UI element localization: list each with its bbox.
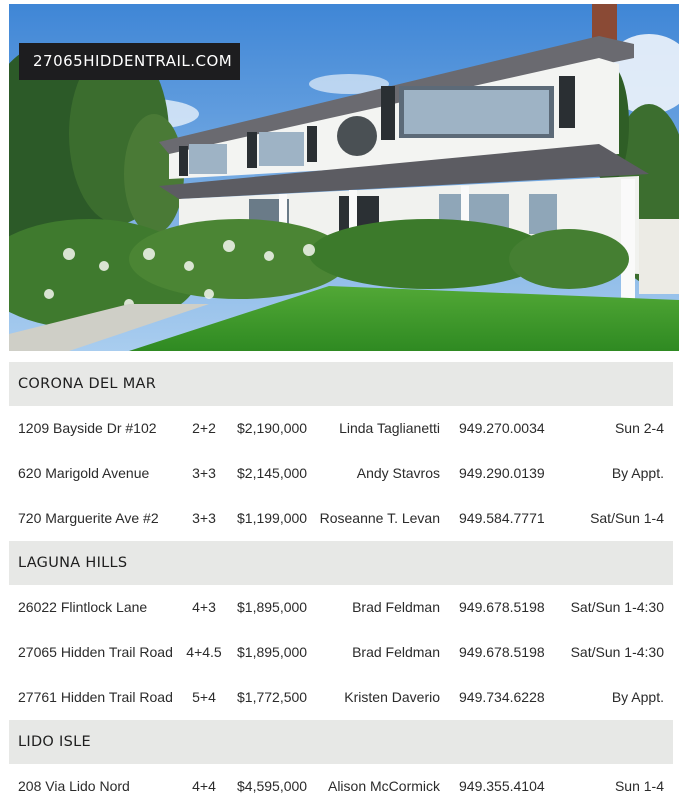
listing-phone: 949.270.0034: [459, 420, 545, 436]
listing-phone: 949.584.7771: [459, 510, 545, 526]
listing-agent: Roseanne T. Levan: [319, 510, 440, 526]
listing-beds-baths: 2+2: [192, 420, 216, 436]
listing-agent: Alison McCormick: [327, 778, 440, 794]
listing-phone: 949.678.5198: [459, 599, 545, 615]
listing-price: $1,772,500: [237, 689, 308, 705]
listing-agent: Linda Taglianetti: [339, 420, 440, 436]
website-url-badge: 27065HIDDENTRAIL.COM: [19, 43, 240, 80]
listing-row: [9, 451, 673, 496]
listing-row: [9, 764, 673, 809]
listing-hours: Sat/Sun 1-4:30: [570, 644, 664, 660]
listing-beds-baths: 4+3: [192, 599, 216, 615]
listing-hours: Sat/Sun 1-4:30: [570, 599, 664, 615]
listing-row: [9, 496, 673, 541]
listing-row: [9, 585, 673, 630]
listing-beds-baths: 3+3: [192, 465, 216, 481]
listing-hours: Sat/Sun 1-4: [590, 510, 664, 526]
listing-hours: Sun 1-4: [614, 778, 664, 794]
listing-row: [9, 630, 673, 675]
open-house-listings: [9, 362, 673, 809]
listing-address: 27761 Hidden Trail Road: [18, 689, 173, 705]
listing-address: 620 Marigold Avenue: [18, 465, 150, 481]
house-photo: [9, 4, 679, 351]
listing-agent: Brad Feldman: [352, 644, 440, 660]
listing-address: 27065 Hidden Trail Road: [18, 644, 173, 660]
listing-agent: Andy Stavros: [356, 465, 440, 481]
listing-beds-baths: 4+4.5: [186, 644, 222, 660]
listing-phone: 949.734.6228: [459, 689, 545, 705]
listing-address: 1209 Bayside Dr #102: [18, 420, 157, 436]
listing-agent: Kristen Daverio: [344, 689, 440, 705]
listing-price: $1,895,000: [237, 644, 308, 660]
section-header-corona-del-mar: CORONA DEL MAR: [9, 362, 673, 406]
listing-hours: By Appt.: [611, 465, 664, 481]
listing-price: $1,199,000: [237, 510, 308, 526]
listing-beds-baths: 3+3: [192, 510, 216, 526]
listing-phone: 949.678.5198: [459, 644, 545, 660]
listing-beds-baths: 4+4: [192, 778, 216, 794]
listing-hours: By Appt.: [611, 689, 664, 705]
listing-address: 208 Via Lido Nord: [18, 778, 130, 794]
listing-address: 26022 Flintlock Lane: [18, 599, 148, 615]
listing-hours: Sun 2-4: [614, 420, 664, 436]
section-header-lido-isle: LIDO ISLE: [9, 720, 673, 764]
listing-phone: 949.290.0139: [459, 465, 545, 481]
listing-beds-baths: 5+4: [192, 689, 216, 705]
listing-price: $2,145,000: [237, 465, 308, 481]
listing-price: $4,595,000: [237, 778, 308, 794]
listing-row: [9, 406, 673, 451]
listing-address: 720 Marguerite Ave #2: [18, 510, 159, 526]
listing-agent: Brad Feldman: [352, 599, 440, 615]
listing-price: $1,895,000: [237, 599, 308, 615]
listing-row: [9, 675, 673, 720]
listing-price: $2,190,000: [237, 420, 308, 436]
section-header-laguna-hills: LAGUNA HILLS: [9, 541, 673, 585]
listing-phone: 949.355.4104: [459, 778, 545, 794]
